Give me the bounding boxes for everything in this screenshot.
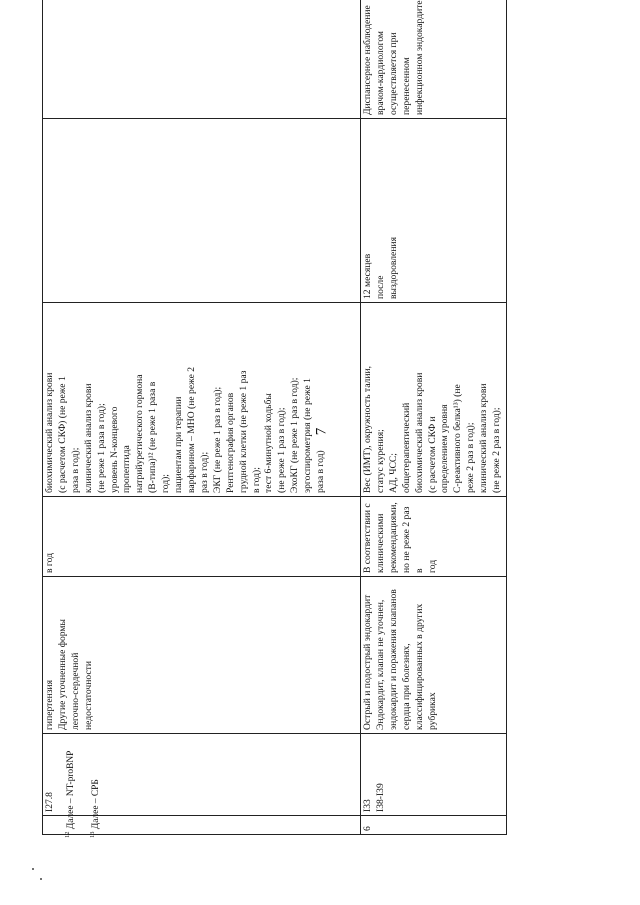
- cell-control-parameters: биохимический анализ крови (с расчетом СКФ) (не реже 1 раза в год); клинический анализ крови (не реже 1 раза в год); уровень N-концевого пропептида натрийуретического гормона (B-типа)¹² (не реже 1 раза в год); пациентам при терапии варфарином – МНО (не реже 2 раз в год); ЭКГ (не реже 1 раз в год); Рентгенография органов грудной клетки (не реже 1 раз в год); тест 6-минутной ходьбы (не реже 1 раз в год); ЭхоКГ (не реже 1 раз в год); эргоспирометрия (не реже 1 раза в год): [43, 303, 361, 497]
- footnote-13: [90, 718, 102, 838]
- cell-frequency: В соответствии с клиническими рекомендациями, но не реже 2 раз в год: [361, 497, 507, 577]
- scan-speck: [32, 868, 34, 870]
- footnote-text: Далее – СРБ: [90, 779, 101, 832]
- cell-frequency: в год: [43, 497, 361, 577]
- footnote-mark: 12: [64, 831, 72, 838]
- page-number: 7: [313, 427, 330, 436]
- cell-diagnosis: Острый и подострый эндокардит Эндокардит, клапан не уточнен, эндокардит и поражения клапанов сердца при болезнях, классифицированных в других рубриках: [361, 577, 507, 734]
- cell-notes: Диспансерное наблюдение врачом-кардиологом осуществляется при перенесенном инфекционном эндокардите: [361, 0, 507, 119]
- rotated-table-container: [42, 0, 503, 835]
- footnote-separator: [42, 696, 43, 824]
- cell-diagnosis: гипертензия Другие уточненные формы легочно-сердечной недостаточности: [43, 577, 361, 734]
- cell-number: 6: [361, 816, 507, 835]
- cell-icd-codes: I33 I38-I39: [361, 734, 507, 816]
- footnotes: [53, 718, 114, 838]
- footnote-text: Далее – NT-proBNP: [66, 750, 77, 832]
- dispensary-observation-table: [42, 0, 507, 835]
- cell-notes: [43, 0, 361, 119]
- cell-duration: [43, 119, 361, 303]
- footnote-12: [65, 718, 77, 838]
- table-row: [43, 0, 361, 835]
- footnote-mark: 13: [88, 831, 96, 838]
- cell-control-parameters: Вес (ИМТ), окружность талии, статус курения; АД, ЧСС; общетерапевтический биохимический анализ крови (с расчетом СКФ и определением уровня С-реактивного белка¹³) (не реже 2 раз в год); клинический анализ крови (не реже 2 раз в год);: [361, 303, 507, 497]
- cell-icd-codes: I27.8: [43, 734, 361, 816]
- cell-duration: 12 месяцев после выздоровления: [361, 119, 507, 303]
- scan-speck: [40, 878, 42, 880]
- table-row: [361, 0, 507, 835]
